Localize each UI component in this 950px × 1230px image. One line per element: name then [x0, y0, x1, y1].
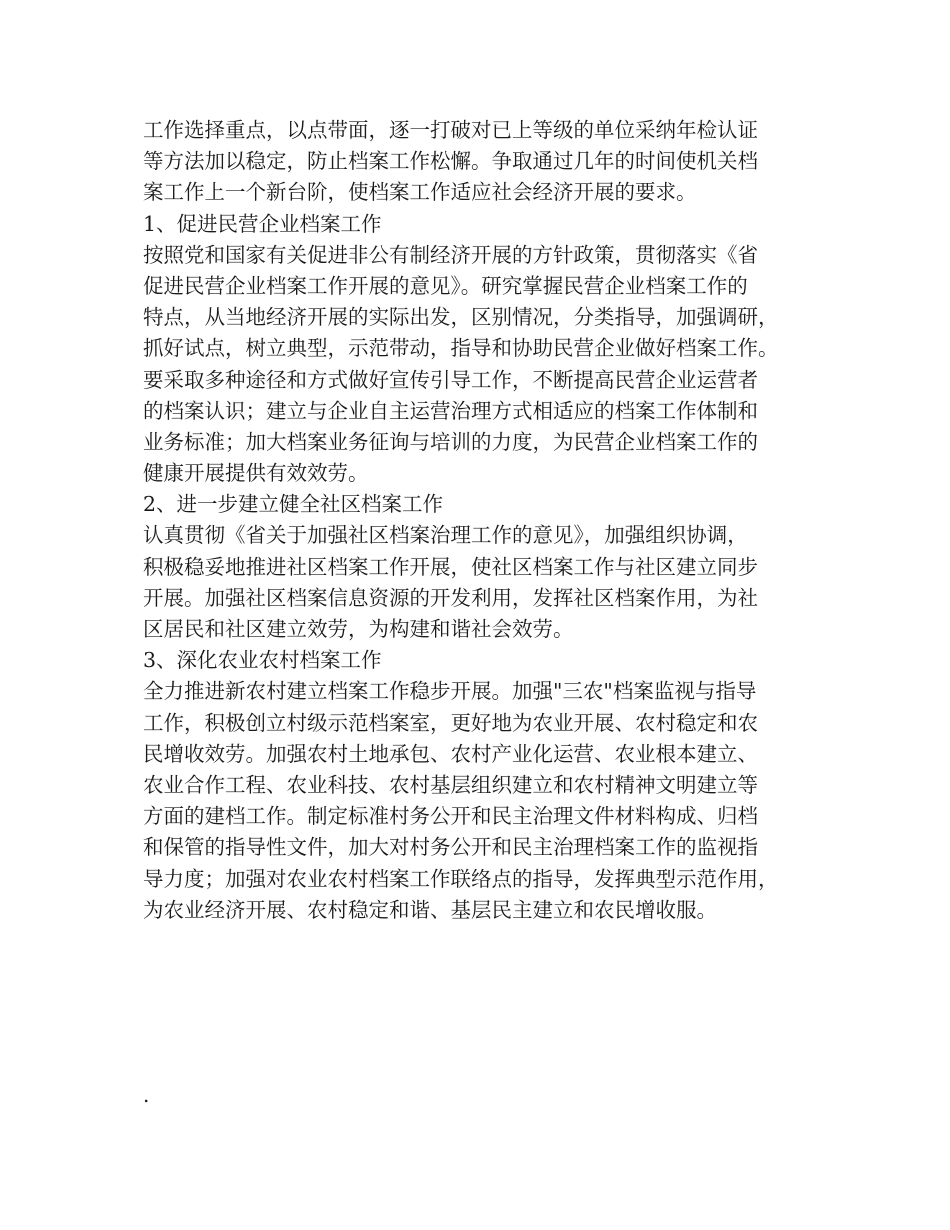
body-line: 区居民和社区建立效劳，为构建和谐社会效劳。	[143, 617, 574, 641]
body-line: 和保管的指导性文件，加大对村务公开和民主治理档案工作的监视指	[143, 835, 758, 860]
body-line: 全力推进新农村建立档案工作稳步开展。加强"三农"档案监视与指导	[143, 679, 757, 704]
body-line: 按照党和国家有关促进非公有制经济开展的方针政策，贯彻落实《省	[143, 242, 758, 267]
body-line: 健康开展提供有效效劳。	[143, 461, 369, 486]
body-line: 等方法加以稳定，防止档案工作松懈。争取通过几年的时间使机关档	[143, 149, 758, 174]
body-line: 抓好试点，树立典型，示范带动，指导和协助民营企业做好档案工作。	[143, 336, 779, 361]
body-line: 农业合作工程、农业科技、农村基层组织建立和农村精神文明建立等	[143, 772, 758, 797]
section-heading-1: 1、促进民营企业档案工作	[143, 211, 382, 236]
body-line: 工作选择重点，以点带面，逐一打破对已上等级的单位采纳年检认证	[143, 118, 758, 142]
body-line: 民增收效劳。加强农村土地承包、农村产业化运营、农业根本建立、	[143, 741, 758, 766]
body-line: 案工作上一个新台阶，使档案工作适应社会经济开展的要求。	[143, 180, 697, 205]
document-body	[143, 115, 823, 926]
body-line: 导力度；加强对农业农村档案工作联络点的指导，发挥典型示范作用，	[143, 866, 779, 891]
body-line: 工作，积极创立村级示范档案室，更好地为农业开展、农村稳定和农	[143, 710, 758, 735]
section-heading-2: 2、进一步建立健全社区档案工作	[143, 492, 444, 517]
body-line: 积极稳妥地推进社区档案工作开展，使社区档案工作与社区建立同步	[143, 554, 758, 579]
body-line: 方面的建档工作。制定标准村务公开和民主治理文件材料构成、归档	[143, 804, 758, 829]
body-line: 开展。加强社区档案信息资源的开发利用，发挥社区档案作用，为社	[143, 585, 758, 610]
body-line: 认真贯彻《省关于加强社区档案治理工作的意见》，加强组织协调，	[143, 523, 748, 548]
section-heading-3: 3、深化农业农村档案工作	[143, 648, 382, 673]
body-line: 为农业经济开展、农村稳定和谐、基层民主建立和农民增收服。	[143, 897, 717, 922]
body-line: 业务标准；加大档案业务征询与培训的力度，为民营企业档案工作的	[143, 429, 758, 454]
body-line: 要采取多种途径和方式做好宣传引导工作，不断提高民营企业运营者	[143, 367, 758, 392]
body-line: 促进民营企业档案工作开展的意见》。研究掌握民营企业档案工作的	[143, 273, 748, 298]
body-line: 的档案认识；建立与企业自主运营治理方式相适应的档案工作体制和	[143, 398, 758, 423]
trailing-mark: .	[143, 1083, 150, 1107]
body-line: 特点，从当地经济开展的实际出发，区别情况，分类指导，加强调研，	[143, 305, 779, 330]
